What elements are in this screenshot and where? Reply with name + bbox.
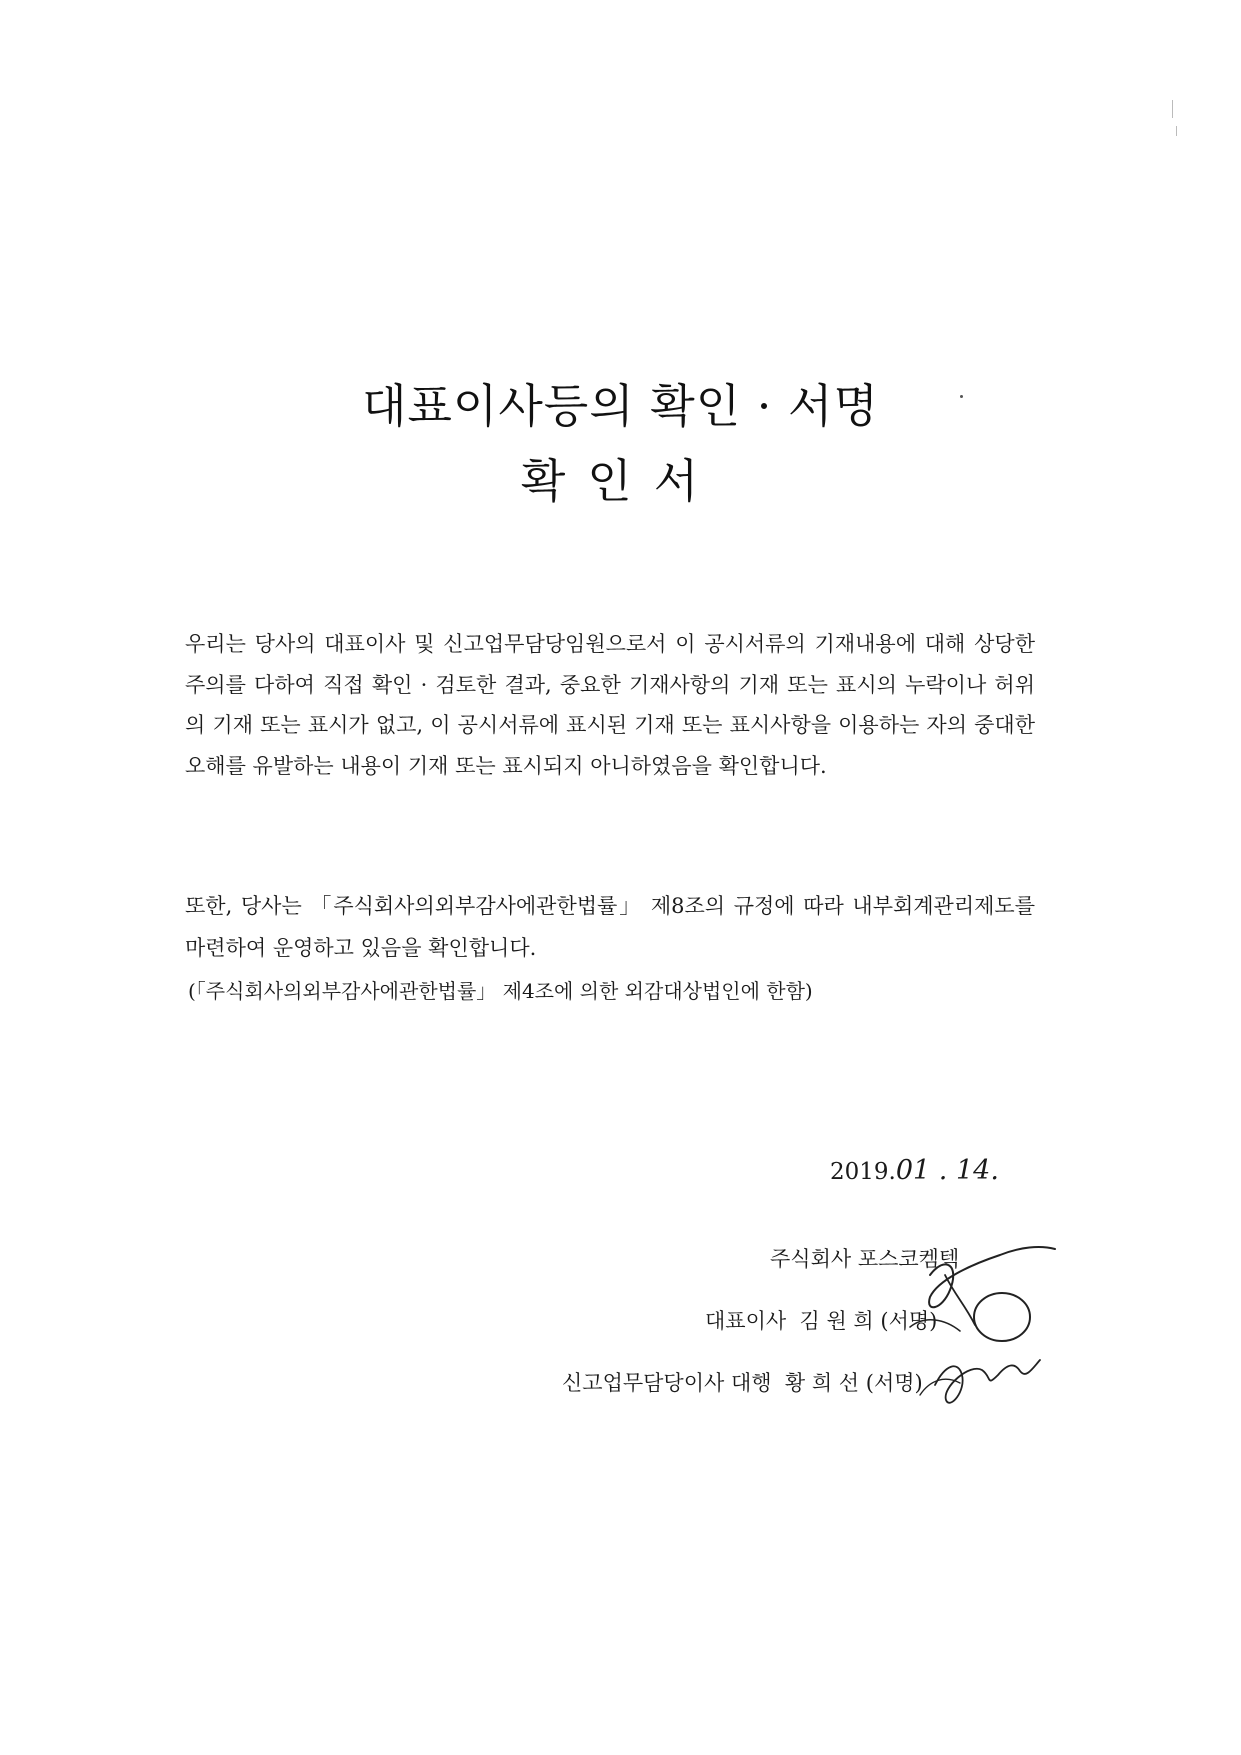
- scope-note: (「주식회사의외부감사에관한법률」 제4조에 의한 외감대상법인에 한함): [188, 979, 813, 1003]
- stray-dot: [960, 395, 963, 398]
- handwritten-signatures: [890, 1235, 1070, 1415]
- document-title-line1: 대표이사등의 확인 · 서명: [362, 379, 879, 433]
- scan-artifact: [1176, 126, 1177, 136]
- company-name: 주식회사 포스코켐텍: [770, 1247, 960, 1271]
- document-title-line2: 확인서: [520, 454, 721, 508]
- confirmation-paragraph: 우리는 당사의 대표이사 및 신고업무담당임원으로서 이 공시서류의 기재내용에 대해 상당한 주의를 다하여 직접 확인 · 검토한 결과, 중요한 기재사항의 기재 또는 표시의 누락이나 허위의 기재 또는 표시가 없고, 이 공시서류에 표시된 기재 또는 표시사항을 이용하는 자의 중대한 오해를 유발하는 내용이 기재 또는 표시되지 아니하였음을 확인합니다.: [185, 632, 1035, 778]
- date-printed: 2019.: [830, 1159, 896, 1185]
- officer-signature-line: 신고업무담당이사 대행 황 희 선 (서명): [562, 1371, 923, 1395]
- date-handwritten: 01 . 14.: [895, 1155, 999, 1186]
- document-date: [830, 1155, 999, 1186]
- internal-control-paragraph: 또한, 당사는 「주식회사의외부감사에관한법률」 제8조의 규정에 따라 내부회계관리제도를 마련하여 운영하고 있음을 확인합니다.: [185, 894, 1035, 960]
- scan-artifact: [1172, 100, 1173, 118]
- ceo-signature-line: 대표이사 김 원 희 (서명): [705, 1309, 938, 1333]
